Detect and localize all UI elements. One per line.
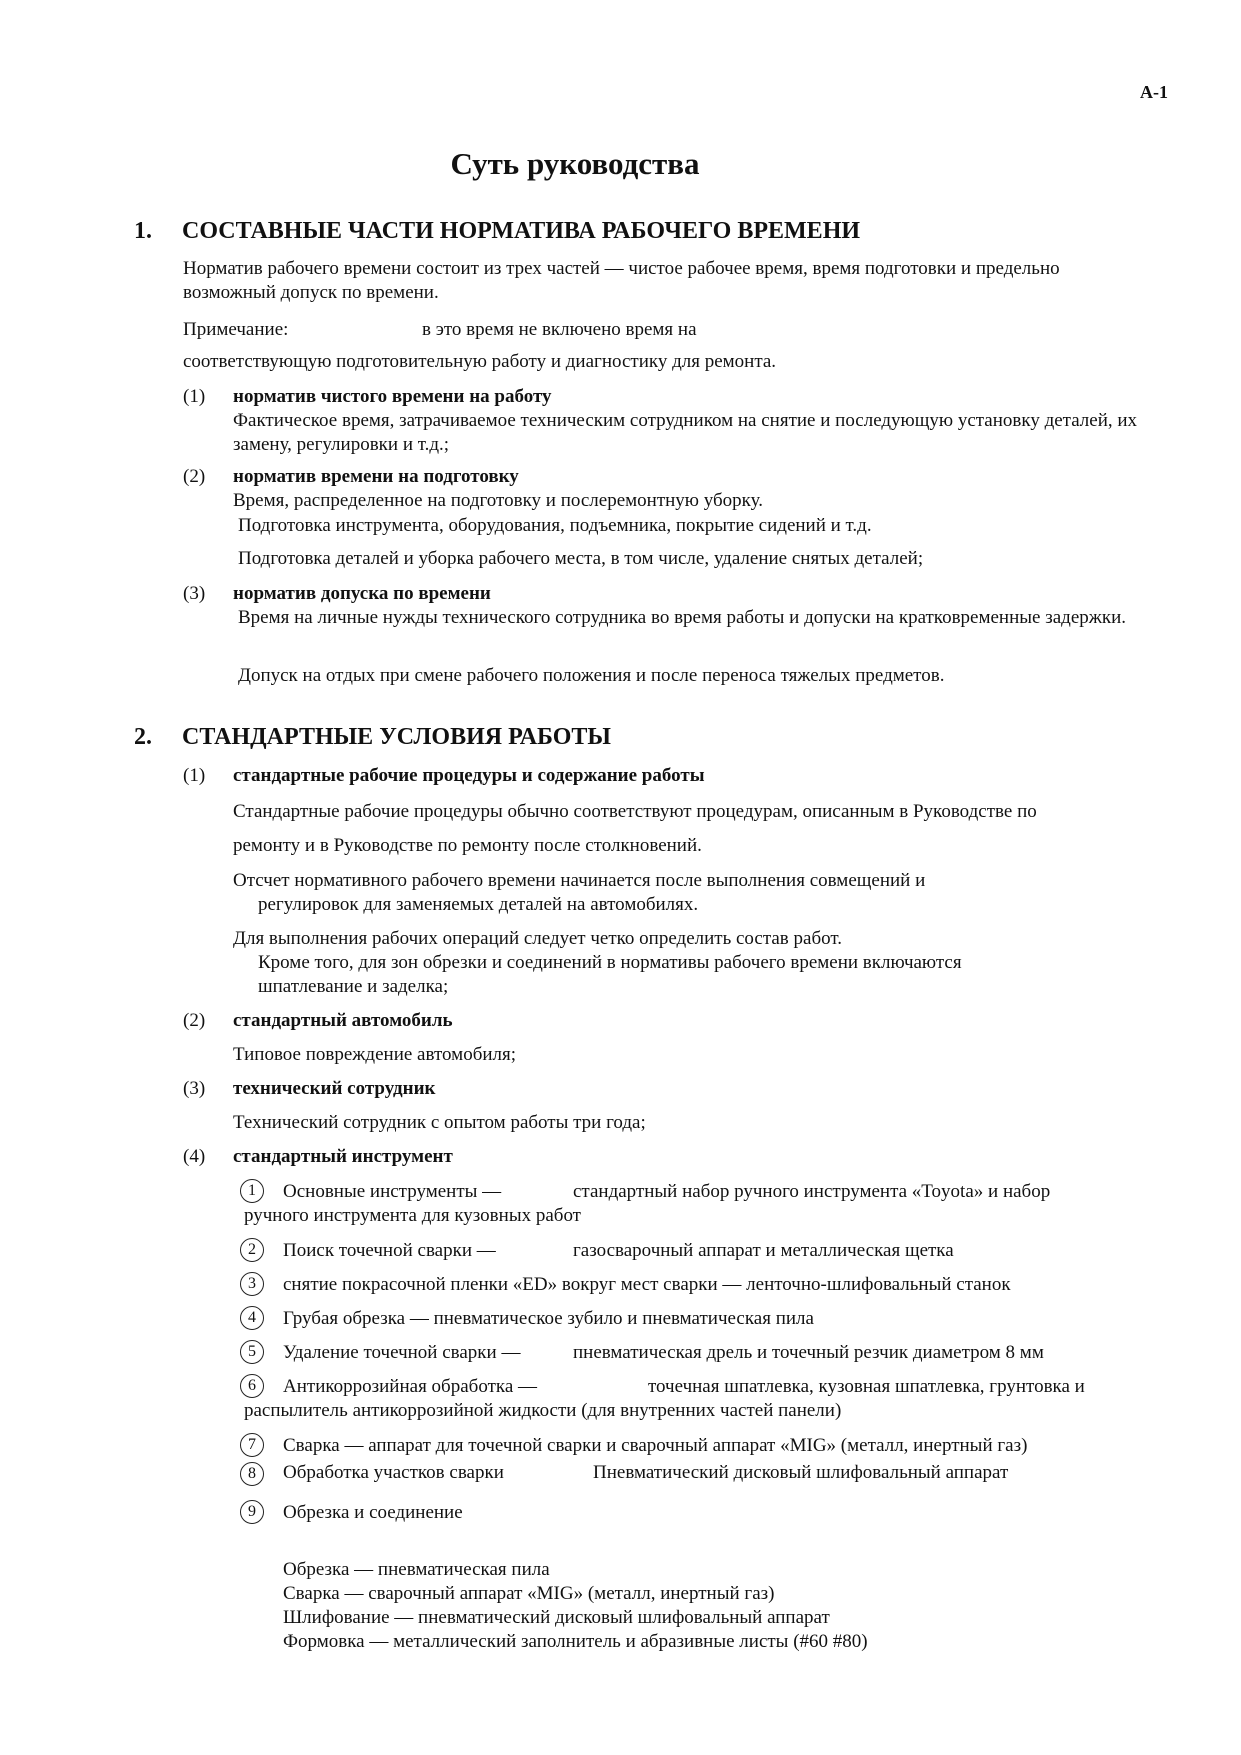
item-1-2-heading: норматив времени на подготовку [233, 466, 519, 487]
tool-3-label: снятие покрасочной пленки «ED» вокруг мест сварки — ленточно-шлифовальный станок [283, 1274, 1011, 1295]
note-label: Примечание: [183, 319, 289, 340]
section-1-number: 1. [134, 218, 152, 244]
tool-8-number-icon: 8 [240, 1462, 264, 1486]
item-2-4-number: (4) [183, 1146, 206, 1167]
tool-8-label: Обработка участков сварки [283, 1462, 504, 1483]
section-1-intro: Норматив рабочего времени состоит из трех частей — чистое рабочее время, время подготовки и предельно возможный допуск по времени. [183, 258, 1060, 303]
tool-7-number-icon: 7 [240, 1433, 264, 1457]
tool-4-label: Грубая обрезка — пневматическое зубило и пневматическая пила [283, 1308, 814, 1329]
item-2-2-heading: стандартный автомобиль [233, 1010, 453, 1031]
item-1-3-number: (3) [183, 583, 206, 604]
tool-5-label: Удаление точечной сварки — [283, 1342, 521, 1363]
tool-3-number-icon: 3 [240, 1272, 264, 1296]
tool-1-label: Основные инструменты — [283, 1181, 502, 1202]
tool-5-number-icon: 5 [240, 1340, 264, 1364]
item-1-2-sub-1: Подготовка инструмента, оборудования, подъемника, покрытие сидений и т.д. [238, 515, 872, 536]
tool-5-value: пневматическая дрель и точечный резчик диаметром 8 мм [573, 1342, 1044, 1363]
section-2-number: 2. [134, 724, 152, 750]
tool-6-label: Антикоррозийная обработка — [283, 1376, 538, 1397]
item-1-3-text: Время на личные нужды технического сотрудника во время работы и допуски на кратковременные задержки. [238, 607, 1127, 628]
item-1-1-heading: норматив чистого времени на работу [233, 386, 552, 407]
item-2-1-p2-line-1: Отсчет нормативного рабочего времени начинается после выполнения совмещений и [233, 870, 926, 891]
note-continuation: соответствующую подготовительную работу и диагностику для ремонта. [183, 351, 777, 372]
tool-2-value: газосварочный аппарат и металлическая щетка [573, 1240, 954, 1261]
cut-join-line-4: Формовка — металлический заполнитель и абразивные листы (#60 #80) [283, 1631, 868, 1652]
page-title: Суть руководства [450, 146, 700, 181]
item-2-3-text: Технический сотрудник с опытом работы три года; [233, 1112, 646, 1133]
tool-2-label: Поиск точечной сварки — [283, 1240, 496, 1261]
item-2-1-p3-line-3: шпатлевание и заделка; [258, 976, 449, 997]
tool-9-label: Обрезка и соединение [283, 1502, 463, 1523]
item-2-1-p1-line-1: Стандартные рабочие процедуры обычно соответствуют процедурам, описанным в Руководстве по [233, 801, 1037, 822]
item-1-1-text: Фактическое время, затрачиваемое техническим сотрудником на снятие и последующую установку деталей, их замену, регулировки и т.д.; [233, 410, 1138, 455]
tool-1-continuation: ручного инструмента для кузовных работ [244, 1205, 581, 1226]
item-2-2-text: Типовое повреждение автомобиля; [233, 1044, 517, 1065]
note-text: в это время не включено время на [422, 319, 697, 340]
item-2-1-heading: стандартные рабочие процедуры и содержание работы [233, 765, 705, 786]
item-1-2-text: Время, распределенное на подготовку и послеремонтную уборку. [233, 490, 763, 511]
item-2-4-heading: стандартный инструмент [233, 1146, 453, 1167]
tool-7-label: Сварка — аппарат для точечной сварки и сварочный аппарат «MIG» (металл, инертный газ) [283, 1435, 1028, 1456]
tool-6-number-icon: 6 [240, 1374, 264, 1398]
item-2-1-p3-line-2: Кроме того, для зон обрезки и соединений в нормативы рабочего времени включаются [258, 952, 962, 973]
section-2-heading: СТАНДАРТНЫЕ УСЛОВИЯ РАБОТЫ [182, 724, 611, 750]
cut-join-line-1: Обрезка — пневматическая пила [283, 1559, 550, 1580]
item-1-3-heading: норматив допуска по времени [233, 583, 491, 604]
item-2-1-p1-line-2: ремонту и в Руководстве по ремонту после столкновений. [233, 835, 702, 856]
tool-9-number-icon: 9 [240, 1500, 264, 1524]
item-1-2-sub-2: Подготовка деталей и уборка рабочего места, в том числе, удаление снятых деталей; [238, 548, 924, 569]
tool-1-value: стандартный набор ручного инструмента «Toyota» и набор [573, 1181, 1051, 1202]
tool-2-number-icon: 2 [240, 1238, 264, 1262]
cut-join-line-2: Сварка — сварочный аппарат «MIG» (металл, инертный газ) [283, 1583, 775, 1604]
item-1-1-number: (1) [183, 386, 206, 407]
item-2-1-p3-line-1: Для выполнения рабочих операций следует четко определить состав работ. [233, 928, 842, 949]
item-2-3-number: (3) [183, 1078, 206, 1099]
tool-6-value: точечная шпатлевка, кузовная шпатлевка, грунтовка и [648, 1376, 1085, 1397]
tool-6-continuation: распылитель антикоррозийной жидкости (для внутренних частей панели) [244, 1400, 842, 1421]
section-1-heading: СОСТАВНЫЕ ЧАСТИ НОРМАТИВА РАБОЧЕГО ВРЕМЕНИ [182, 218, 861, 244]
item-2-3-heading: технический сотрудник [233, 1078, 436, 1099]
tool-1-number-icon: 1 [240, 1179, 264, 1203]
item-2-1-number: (1) [183, 765, 206, 786]
item-2-2-number: (2) [183, 1010, 206, 1031]
tool-4-number-icon: 4 [240, 1306, 264, 1330]
cut-join-line-3: Шлифование — пневматический дисковый шлифовальный аппарат [283, 1607, 830, 1628]
item-1-2-number: (2) [183, 466, 206, 487]
item-2-1-p2-line-2: регулировок для заменяемых деталей на автомобилях. [258, 894, 699, 915]
item-1-3-sub-1: Допуск на отдых при смене рабочего положения и после переноса тяжелых предметов. [238, 665, 945, 686]
page-number: A-1 [1140, 82, 1168, 102]
tool-8-value: Пневматический дисковый шлифовальный аппарат [593, 1462, 1009, 1483]
